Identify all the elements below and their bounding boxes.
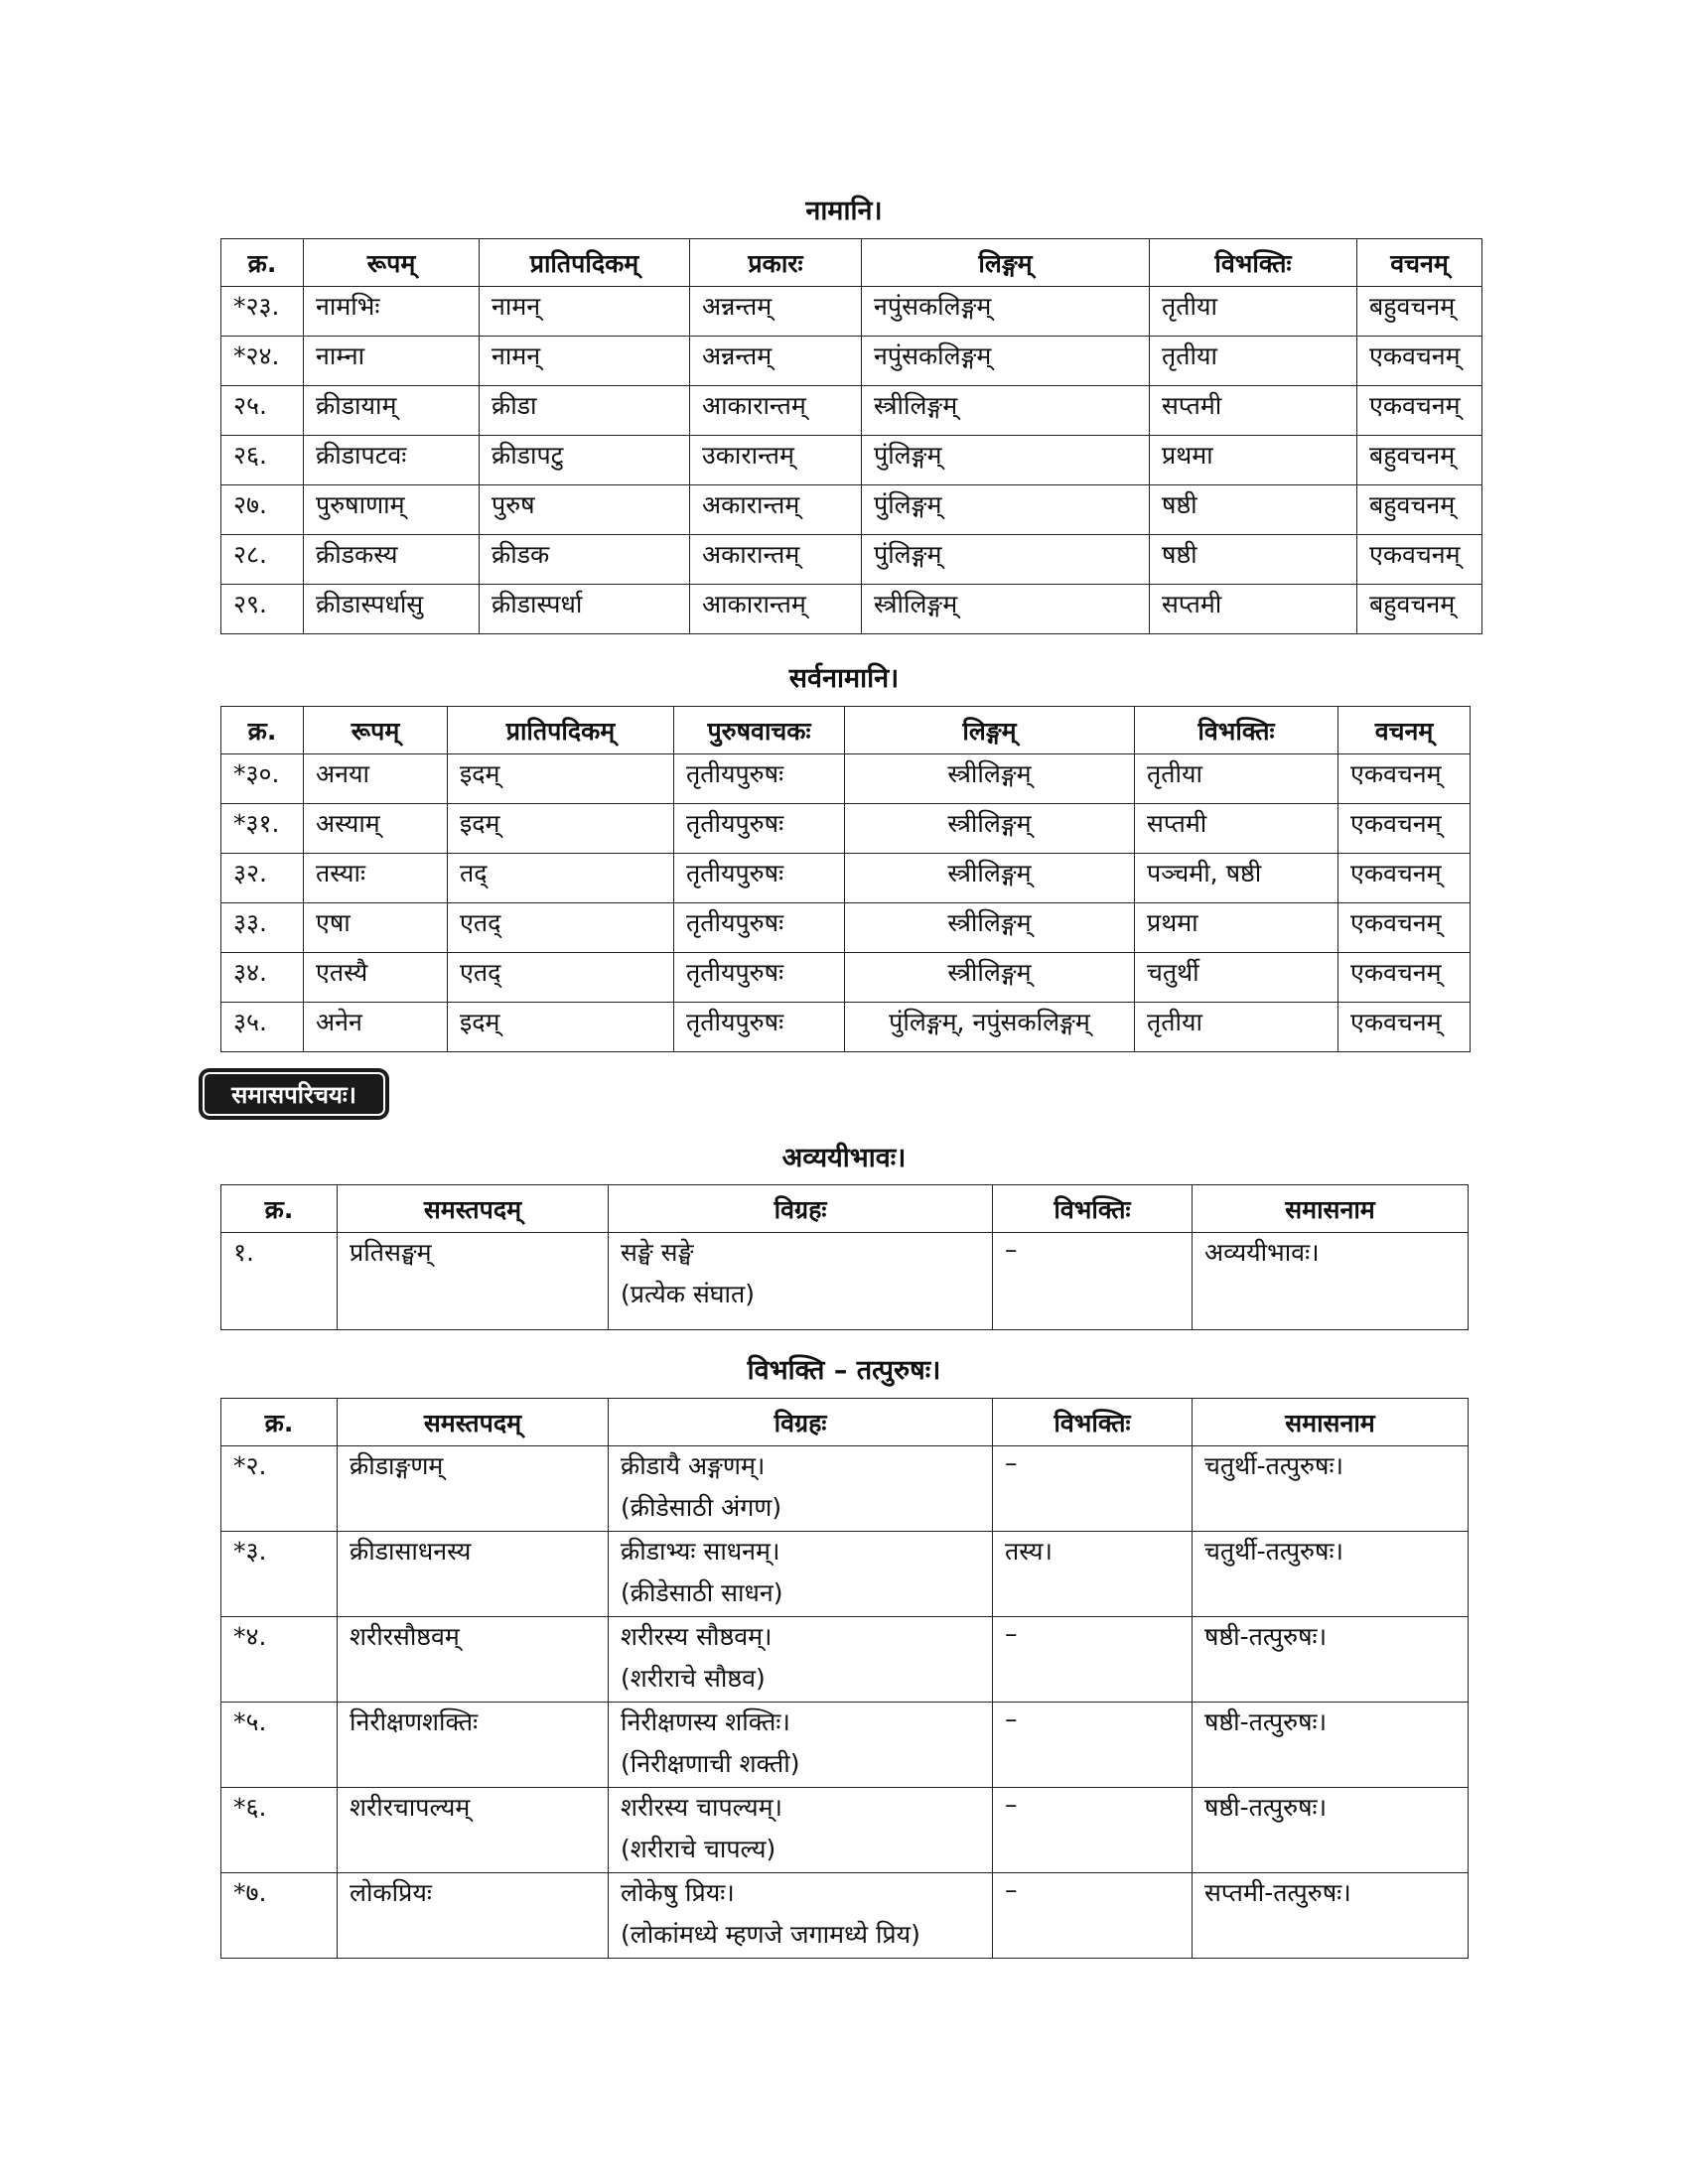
table-cell [993, 1233, 1193, 1330]
table-cell: नामन् [480, 337, 690, 386]
cell-gloss: (क्रीडेसाठी अंगण) [621, 1493, 782, 1522]
cell-gloss: (प्रत्येक संघात) [621, 1280, 756, 1308]
table-cell [1193, 1446, 1469, 1532]
table-cell [609, 1788, 993, 1873]
table-cell [993, 1446, 1193, 1532]
cell-text: तस्य। [1005, 1537, 1053, 1566]
cell-text: सङ्घे सङ्घे [621, 1238, 694, 1267]
table-cell: एतद् [448, 903, 674, 953]
table-cell: २६. [221, 436, 304, 485]
cell-text: – [1005, 1705, 1018, 1733]
table-row [221, 1003, 1471, 1052]
cell-text: अव्ययीभावः। [1204, 1238, 1320, 1267]
table-cell: प्रथमा [1135, 903, 1338, 953]
table-cell: एकवचनम् [1338, 953, 1471, 1003]
table-cell: तृतीयपुरुषः [674, 754, 845, 804]
table-row [221, 485, 1482, 535]
column-header: विग्रहः [609, 1399, 993, 1446]
cell-gloss: (निरीक्षणाची शक्ती) [621, 1749, 800, 1778]
table-cell: नामभिः [304, 287, 480, 337]
table-cell: २९. [221, 585, 304, 634]
table-row [221, 1233, 1469, 1330]
table-cell: अन्नन्तम् [690, 337, 862, 386]
sarvanamani-title: सर्वनामानि। [788, 663, 900, 694]
cell-text: *३. [233, 1537, 267, 1566]
table-cell: तृतीया [1150, 287, 1357, 337]
column-header: क्र. [221, 1185, 338, 1233]
table-cell: एकवचनम् [1338, 903, 1471, 953]
table-cell [338, 1233, 609, 1330]
table-cell [609, 1532, 993, 1617]
table-cell: अनया [304, 754, 448, 804]
cell-gloss: (क्रीडेसाठी साधन) [621, 1578, 783, 1607]
cell-text: सप्तमी-तत्पुरुषः। [1204, 1878, 1351, 1907]
cell-text: *२. [233, 1451, 267, 1480]
cell-text: – [1005, 1790, 1018, 1819]
column-header: पुरुषवाचकः [674, 707, 845, 754]
column-header: विभक्तिः [1150, 239, 1357, 287]
column-header: प्रातिपदिकम् [448, 707, 674, 754]
cell-gloss: (शरीराचे चापल्य) [621, 1835, 776, 1863]
cell-gloss: (शरीराचे सौष्ठव) [621, 1664, 766, 1693]
table-cell: सप्तमी [1150, 585, 1357, 634]
table-cell: पुरुष [480, 485, 690, 535]
column-header: विभक्तिः [1135, 707, 1338, 754]
table-cell: इदम् [448, 1003, 674, 1052]
tatpurusha-title: विभक्ति – तत्पुरुषः। [747, 1355, 941, 1386]
cell-text: – [1005, 1235, 1018, 1264]
namani-title: नामानि। [805, 196, 883, 226]
avyayibhava-title: अव्ययीभावः। [781, 1143, 907, 1173]
table-cell: स्त्रीलिङ्गम् [845, 804, 1135, 854]
table-row [221, 1617, 1469, 1703]
column-header: वचनम् [1338, 707, 1471, 754]
cell-text: चतुर्थी-तत्पुरुषः। [1204, 1537, 1343, 1566]
column-header: प्रातिपदिकम् [480, 239, 690, 287]
namani-table [220, 238, 1482, 634]
cell-text: निरीक्षणशक्तिः [350, 1707, 479, 1736]
table-cell: तृतीयपुरुषः [674, 854, 845, 903]
table-cell: आकारान्तम् [690, 386, 862, 436]
table-cell: एकवचनम् [1338, 1003, 1471, 1052]
cell-text: १. [233, 1238, 254, 1267]
column-header: क्र. [221, 707, 304, 754]
table-row [221, 1788, 1469, 1873]
table-cell: एकवचनम् [1357, 386, 1482, 436]
table-cell: पुंलिङ्गम् [862, 436, 1150, 485]
sarvanamani-table [220, 706, 1471, 1052]
column-header: विभक्तिः [993, 1185, 1193, 1233]
cell-text: प्रतिसङ्घम् [350, 1238, 432, 1267]
table-cell [1193, 1532, 1469, 1617]
table-cell: बहुवचनम् [1357, 585, 1482, 634]
table-cell [221, 1532, 338, 1617]
table-cell: तृतीयपुरुषः [674, 804, 845, 854]
table-cell: बहुवचनम् [1357, 287, 1482, 337]
column-header: समस्तपदम् [338, 1399, 609, 1446]
table-cell: तृतीया [1135, 1003, 1338, 1052]
samasa-parichaya-badge: समासपरिचयः। [203, 1072, 385, 1116]
table-cell: क्रीडकस्य [304, 535, 480, 585]
table-cell: पुंलिङ्गम् [862, 535, 1150, 585]
table-cell [609, 1617, 993, 1703]
table-cell: तस्याः [304, 854, 448, 903]
column-header: प्रकारः [690, 239, 862, 287]
table-cell [993, 1703, 1193, 1788]
table-cell: क्रीडापटु [480, 436, 690, 485]
cell-text: शरीरसौष्ठवम् [350, 1622, 460, 1651]
table-cell: नामन् [480, 287, 690, 337]
table-cell: सप्तमी [1150, 386, 1357, 436]
cell-text: क्रीडाभ्यः साधनम्। [621, 1537, 780, 1566]
table-cell [993, 1532, 1193, 1617]
cell-text: क्रीडासाधनस्य [350, 1537, 472, 1566]
table-cell [221, 1873, 338, 1959]
table-cell: ३५. [221, 1003, 304, 1052]
table-cell: तृतीयपुरुषः [674, 1003, 845, 1052]
table-row [221, 1703, 1469, 1788]
table-cell: आकारान्तम् [690, 585, 862, 634]
table-cell: बहुवचनम् [1357, 485, 1482, 535]
cell-text: *५. [233, 1707, 267, 1736]
table-cell: अस्याम् [304, 804, 448, 854]
cell-text: क्रीडाङ्गणम् [350, 1451, 444, 1480]
table-cell: प्रथमा [1150, 436, 1357, 485]
cell-text: लोकप्रियः [350, 1878, 432, 1907]
table-cell: तृतीयपुरुषः [674, 903, 845, 953]
table-cell: एषा [304, 903, 448, 953]
column-header: लिङ्गम् [845, 707, 1135, 754]
table-cell: स्त्रीलिङ्गम् [845, 854, 1135, 903]
table-cell: स्त्रीलिङ्गम् [862, 585, 1150, 634]
column-header: रूपम् [304, 239, 480, 287]
table-row [221, 1446, 1469, 1532]
column-header: विग्रहः [609, 1185, 993, 1233]
table-cell: क्रीडा [480, 386, 690, 436]
column-header: समासनाम [1193, 1399, 1469, 1446]
table-cell: स्त्रीलिङ्गम् [862, 386, 1150, 436]
table-cell: २५. [221, 386, 304, 436]
table-cell [1193, 1617, 1469, 1703]
table-cell: क्रीडास्पर्धा [480, 585, 690, 634]
table-cell: एकवचनम् [1338, 754, 1471, 804]
cell-text: शरीरस्य चापल्यम्। [621, 1793, 782, 1822]
cell-text: *७. [233, 1878, 267, 1907]
table-cell: एकवचनम् [1357, 337, 1482, 386]
table-row [221, 585, 1482, 634]
column-header: समासनाम [1193, 1185, 1469, 1233]
table-cell: तृतीया [1150, 337, 1357, 386]
table-cell [221, 1703, 338, 1788]
table-cell: इदम् [448, 754, 674, 804]
table-cell: एतद् [448, 953, 674, 1003]
table-cell: *३०. [221, 754, 304, 804]
table-cell: स्त्रीलिङ्गम् [845, 754, 1135, 804]
table-row [221, 1532, 1469, 1617]
table-row [221, 953, 1471, 1003]
table-cell: क्रीडास्पर्धासु [304, 585, 480, 634]
table-cell [338, 1788, 609, 1873]
table-cell [1193, 1703, 1469, 1788]
table-cell: अन्नन्तम् [690, 287, 862, 337]
table-cell: २७. [221, 485, 304, 535]
table-cell: उकारान्तम् [690, 436, 862, 485]
column-header: रूपम् [304, 707, 448, 754]
table-cell [993, 1873, 1193, 1959]
table-cell [1193, 1788, 1469, 1873]
cell-text: – [1005, 1875, 1018, 1904]
table-cell: *२३. [221, 287, 304, 337]
table-row [221, 754, 1471, 804]
table-cell: *२४. [221, 337, 304, 386]
table-cell: सप्तमी [1135, 804, 1338, 854]
table-cell: पुरुषाणाम् [304, 485, 480, 535]
table-cell [338, 1703, 609, 1788]
sarvanamani-header-row [221, 707, 1471, 754]
table-cell: पुंलिङ्गम् [862, 485, 1150, 535]
table-cell: *३१. [221, 804, 304, 854]
table-cell: अनेन [304, 1003, 448, 1052]
table-row [221, 854, 1471, 903]
table-cell: तद् [448, 854, 674, 903]
table-cell [1193, 1233, 1469, 1330]
avyayibhava-header-row [221, 1185, 1469, 1233]
table-cell [221, 1446, 338, 1532]
cell-text: लोकेषु प्रियः। [621, 1878, 735, 1907]
cell-text: षष्ठी-तत्पुरुषः। [1204, 1793, 1328, 1822]
table-row [221, 436, 1482, 485]
tatpurusha-table [220, 1398, 1469, 1959]
column-header: क्र. [221, 1399, 338, 1446]
table-cell: एकवचनम् [1357, 535, 1482, 585]
table-cell [609, 1233, 993, 1330]
cell-text: – [1005, 1619, 1018, 1648]
cell-text: षष्ठी-तत्पुरुषः। [1204, 1622, 1328, 1651]
table-cell [338, 1532, 609, 1617]
table-cell: एतस्यै [304, 953, 448, 1003]
table-cell [609, 1703, 993, 1788]
table-row [221, 1873, 1469, 1959]
table-row [221, 903, 1471, 953]
table-cell: क्रीडायाम् [304, 386, 480, 436]
table-cell [609, 1873, 993, 1959]
table-cell: ३२. [221, 854, 304, 903]
table-cell: अकारान्तम् [690, 535, 862, 585]
table-cell: बहुवचनम् [1357, 436, 1482, 485]
table-cell [221, 1788, 338, 1873]
table-cell [221, 1233, 338, 1330]
table-cell [993, 1617, 1193, 1703]
table-cell [993, 1788, 1193, 1873]
cell-text: – [1005, 1448, 1018, 1477]
cell-gloss: (लोकांमध्ये म्हणजे जगामध्ये प्रिय) [621, 1920, 920, 1949]
avyayibhava-table [220, 1184, 1469, 1330]
table-cell: ३३. [221, 903, 304, 953]
table-cell [338, 1446, 609, 1532]
cell-text: निरीक्षणस्य शक्तिः। [621, 1707, 790, 1736]
table-cell: नाम्ना [304, 337, 480, 386]
table-cell [1193, 1873, 1469, 1959]
table-cell [338, 1873, 609, 1959]
table-cell: २८. [221, 535, 304, 585]
table-cell: षष्ठी [1150, 535, 1357, 585]
table-cell: पुंलिङ्गम्, नपुंसकलिङ्गम् [845, 1003, 1135, 1052]
table-cell: तृतीया [1135, 754, 1338, 804]
table-row [221, 386, 1482, 436]
tatpurusha-header-row [221, 1399, 1469, 1446]
table-cell: ३४. [221, 953, 304, 1003]
table-cell [609, 1446, 993, 1532]
cell-text: शरीरस्य सौष्ठवम्। [621, 1622, 773, 1651]
table-cell [338, 1617, 609, 1703]
table-row [221, 287, 1482, 337]
table-cell: स्त्रीलिङ्गम् [845, 903, 1135, 953]
cell-text: *४. [233, 1622, 267, 1651]
table-cell: तृतीयपुरुषः [674, 953, 845, 1003]
table-cell: अकारान्तम् [690, 485, 862, 535]
column-header: क्र. [221, 239, 304, 287]
table-cell: एकवचनम् [1338, 854, 1471, 903]
column-header: विभक्तिः [993, 1399, 1193, 1446]
table-cell: क्रीडक [480, 535, 690, 585]
column-header: समस्तपदम् [338, 1185, 609, 1233]
column-header: लिङ्गम् [862, 239, 1150, 287]
table-row [221, 804, 1471, 854]
cell-text: चतुर्थी-तत्पुरुषः। [1204, 1451, 1343, 1480]
cell-text: शरीरचापल्यम् [350, 1793, 471, 1822]
cell-text: *६. [233, 1793, 267, 1822]
namani-header-row [221, 239, 1482, 287]
table-cell: पञ्चमी, षष्ठी [1135, 854, 1338, 903]
table-cell: नपुंसकलिङ्गम् [862, 337, 1150, 386]
table-cell: क्रीडापटवः [304, 436, 480, 485]
cell-text: क्रीडायै अङ्गणम्। [621, 1451, 766, 1480]
table-row [221, 337, 1482, 386]
column-header: वचनम् [1357, 239, 1482, 287]
table-cell: इदम् [448, 804, 674, 854]
table-cell: एकवचनम् [1338, 804, 1471, 854]
table-cell [221, 1617, 338, 1703]
cell-text: षष्ठी-तत्पुरुषः। [1204, 1707, 1328, 1736]
table-cell: चतुर्थी [1135, 953, 1338, 1003]
table-cell: नपुंसकलिङ्गम् [862, 287, 1150, 337]
table-row [221, 535, 1482, 585]
table-cell: स्त्रीलिङ्गम् [845, 953, 1135, 1003]
table-cell: षष्ठी [1150, 485, 1357, 535]
